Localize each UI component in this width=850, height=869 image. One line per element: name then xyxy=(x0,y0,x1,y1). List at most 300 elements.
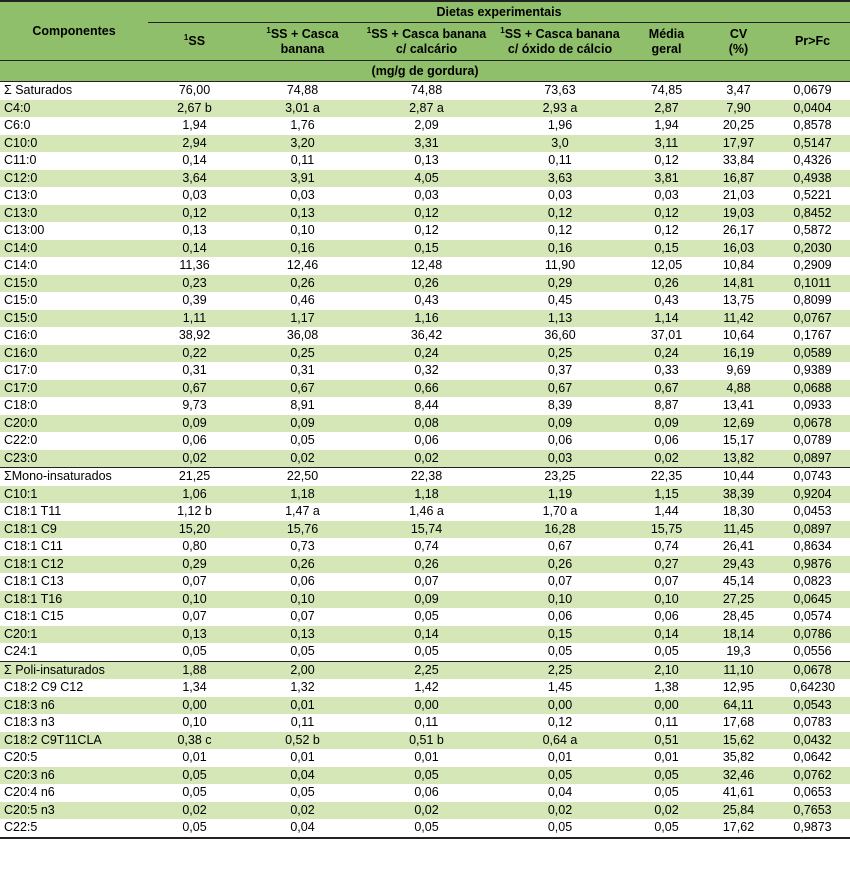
component-name-cell: C17:0 xyxy=(0,362,148,380)
value-cell: 0,06 xyxy=(631,432,702,450)
value-cell: 1,12 b xyxy=(148,503,241,521)
value-cell: 0,03 xyxy=(148,187,241,205)
value-cell: 0,09 xyxy=(148,415,241,433)
value-cell: 15,62 xyxy=(702,732,775,750)
value-cell: 0,05 xyxy=(364,767,489,785)
component-name-cell: C15:0 xyxy=(0,275,148,293)
component-name-cell: C16:0 xyxy=(0,327,148,345)
component-name-cell: C4:0 xyxy=(0,100,148,118)
value-cell: 0,29 xyxy=(489,275,631,293)
table-row xyxy=(0,556,850,574)
value-cell: 0,0762 xyxy=(775,767,850,785)
header-col-ss: $^1$SS xyxy=(148,23,241,61)
value-cell: 25,84 xyxy=(702,802,775,820)
value-cell: 0,10 xyxy=(148,591,241,609)
value-cell: 0,02 xyxy=(241,802,364,820)
value-cell: 0,01 xyxy=(364,749,489,767)
value-cell: 0,0679 xyxy=(775,82,850,100)
value-cell: 45,14 xyxy=(702,573,775,591)
component-name-cell: C14:0 xyxy=(0,240,148,258)
value-cell: 0,0543 xyxy=(775,697,850,715)
value-cell: 73,63 xyxy=(489,82,631,100)
value-cell: 0,08 xyxy=(364,415,489,433)
value-cell: 0,27 xyxy=(631,556,702,574)
value-cell: 0,00 xyxy=(631,697,702,715)
table-row xyxy=(0,240,850,258)
value-cell: 0,03 xyxy=(364,187,489,205)
value-cell: 0,09 xyxy=(364,591,489,609)
value-cell: 0,9204 xyxy=(775,486,850,504)
value-cell: 29,43 xyxy=(702,556,775,574)
table-row xyxy=(0,521,850,539)
value-cell: 0,02 xyxy=(148,802,241,820)
value-cell: 0,01 xyxy=(241,697,364,715)
value-cell: 0,05 xyxy=(489,819,631,838)
table-row xyxy=(0,661,850,679)
value-cell: 0,0688 xyxy=(775,380,850,398)
value-cell: 0,4938 xyxy=(775,170,850,188)
value-cell: 26,17 xyxy=(702,222,775,240)
value-cell: 0,1767 xyxy=(775,327,850,345)
value-cell: 1,47 a xyxy=(241,503,364,521)
value-cell: 0,09 xyxy=(241,415,364,433)
value-cell: 4,05 xyxy=(364,170,489,188)
component-name-cell: C18:2 C9 C12 xyxy=(0,679,148,697)
value-cell: 74,88 xyxy=(241,82,364,100)
value-cell: 76,00 xyxy=(148,82,241,100)
table-row xyxy=(0,415,850,433)
value-cell: 0,06 xyxy=(364,432,489,450)
value-cell: 38,39 xyxy=(702,486,775,504)
value-cell: 1,11 xyxy=(148,310,241,328)
value-cell: 12,69 xyxy=(702,415,775,433)
table-row xyxy=(0,749,850,767)
value-cell: 20,25 xyxy=(702,117,775,135)
value-cell: 0,38 c xyxy=(148,732,241,750)
value-cell: 0,46 xyxy=(241,292,364,310)
component-name-cell: C18:1 T16 xyxy=(0,591,148,609)
value-cell: 0,01 xyxy=(489,749,631,767)
value-cell: 17,97 xyxy=(702,135,775,153)
value-cell: 0,0653 xyxy=(775,784,850,802)
header-units: (mg/g de gordura) xyxy=(0,61,850,82)
value-cell: 3,0 xyxy=(489,135,631,153)
component-name-cell: C10:0 xyxy=(0,135,148,153)
value-cell: 0,64230 xyxy=(775,679,850,697)
value-cell: 1,32 xyxy=(241,679,364,697)
value-cell: 0,05 xyxy=(489,767,631,785)
table-row xyxy=(0,503,850,521)
value-cell: 1,38 xyxy=(631,679,702,697)
value-cell: 0,26 xyxy=(364,275,489,293)
value-cell: 0,0789 xyxy=(775,432,850,450)
value-cell: 0,02 xyxy=(364,802,489,820)
table-row xyxy=(0,573,850,591)
value-cell: 0,05 xyxy=(631,784,702,802)
value-cell: 0,0556 xyxy=(775,643,850,661)
value-cell: 41,61 xyxy=(702,784,775,802)
value-cell: 0,02 xyxy=(241,450,364,468)
value-cell: 2,67 b xyxy=(148,100,241,118)
value-cell: 0,05 xyxy=(364,819,489,838)
table-row xyxy=(0,697,850,715)
table-row xyxy=(0,82,850,100)
value-cell: 0,04 xyxy=(241,819,364,838)
value-cell: 0,67 xyxy=(631,380,702,398)
value-cell: 1,44 xyxy=(631,503,702,521)
component-name-cell: C13:0 xyxy=(0,187,148,205)
value-cell: 0,0432 xyxy=(775,732,850,750)
value-cell: 19,3 xyxy=(702,643,775,661)
table-header xyxy=(0,1,850,82)
value-cell: 0,73 xyxy=(241,538,364,556)
value-cell: 0,16 xyxy=(241,240,364,258)
value-cell: 0,12 xyxy=(631,152,702,170)
value-cell: 0,13 xyxy=(241,205,364,223)
value-cell: 0,2909 xyxy=(775,257,850,275)
value-cell: 3,64 xyxy=(148,170,241,188)
value-cell: 0,05 xyxy=(489,643,631,661)
value-cell: 0,06 xyxy=(148,432,241,450)
table-row xyxy=(0,819,850,838)
component-name-cell: Σ Poli-insaturados xyxy=(0,661,148,679)
component-name-cell: C20:5 n3 xyxy=(0,802,148,820)
value-cell: 0,8452 xyxy=(775,205,850,223)
value-cell: 0,16 xyxy=(489,240,631,258)
component-name-cell: C24:1 xyxy=(0,643,148,661)
value-cell: 1,88 xyxy=(148,661,241,679)
table-row xyxy=(0,468,850,486)
value-cell: 2,00 xyxy=(241,661,364,679)
value-cell: 0,01 xyxy=(631,749,702,767)
value-cell: 0,9876 xyxy=(775,556,850,574)
value-cell: 0,26 xyxy=(241,275,364,293)
value-cell: 0,0823 xyxy=(775,573,850,591)
value-cell: 35,82 xyxy=(702,749,775,767)
value-cell: 0,67 xyxy=(489,380,631,398)
value-cell: 0,12 xyxy=(489,714,631,732)
component-name-cell: C16:0 xyxy=(0,345,148,363)
component-name-cell: C14:0 xyxy=(0,257,148,275)
value-cell: 0,2030 xyxy=(775,240,850,258)
component-name-cell: C20:1 xyxy=(0,626,148,644)
value-cell: 3,20 xyxy=(241,135,364,153)
value-cell: 8,44 xyxy=(364,397,489,415)
value-cell: 0,45 xyxy=(489,292,631,310)
value-cell: 1,18 xyxy=(364,486,489,504)
value-cell: 36,42 xyxy=(364,327,489,345)
table-row xyxy=(0,679,850,697)
header-col-cv: CV (%) xyxy=(702,23,775,61)
component-name-cell: C17:0 xyxy=(0,380,148,398)
value-cell: 0,12 xyxy=(631,205,702,223)
value-cell: 74,88 xyxy=(364,82,489,100)
table-row xyxy=(0,152,850,170)
value-cell: 1,15 xyxy=(631,486,702,504)
component-name-cell: C12:0 xyxy=(0,170,148,188)
value-cell: 0,4326 xyxy=(775,152,850,170)
value-cell: 64,11 xyxy=(702,697,775,715)
table-row xyxy=(0,327,850,345)
component-name-cell: C22:0 xyxy=(0,432,148,450)
value-cell: 0,06 xyxy=(364,784,489,802)
value-cell: 0,00 xyxy=(364,697,489,715)
value-cell: 0,09 xyxy=(489,415,631,433)
value-cell: 8,91 xyxy=(241,397,364,415)
value-cell: 0,23 xyxy=(148,275,241,293)
header-components: Componentes xyxy=(0,1,148,61)
value-cell: 32,46 xyxy=(702,767,775,785)
value-cell: 0,25 xyxy=(241,345,364,363)
value-cell: 17,68 xyxy=(702,714,775,732)
value-cell: 0,0574 xyxy=(775,608,850,626)
component-name-cell: C15:0 xyxy=(0,292,148,310)
component-name-cell: ΣMono-insaturados xyxy=(0,468,148,486)
value-cell: 0,5147 xyxy=(775,135,850,153)
value-cell: 3,81 xyxy=(631,170,702,188)
value-cell: 0,43 xyxy=(364,292,489,310)
value-cell: 0,26 xyxy=(489,556,631,574)
table-row xyxy=(0,205,850,223)
value-cell: 0,5872 xyxy=(775,222,850,240)
table-row xyxy=(0,275,850,293)
value-cell: 0,14 xyxy=(364,626,489,644)
value-cell: 0,0589 xyxy=(775,345,850,363)
value-cell: 23,25 xyxy=(489,468,631,486)
value-cell: 12,95 xyxy=(702,679,775,697)
table-row xyxy=(0,486,850,504)
table-row xyxy=(0,100,850,118)
value-cell: 22,50 xyxy=(241,468,364,486)
value-cell: 0,0897 xyxy=(775,450,850,468)
value-cell: 1,76 xyxy=(241,117,364,135)
value-cell: 0,04 xyxy=(241,767,364,785)
value-cell: 12,05 xyxy=(631,257,702,275)
value-cell: 0,51 xyxy=(631,732,702,750)
value-cell: 15,17 xyxy=(702,432,775,450)
value-cell: 0,67 xyxy=(489,538,631,556)
value-cell: 0,11 xyxy=(489,152,631,170)
value-cell: 0,11 xyxy=(364,714,489,732)
value-cell: 3,63 xyxy=(489,170,631,188)
value-cell: 0,05 xyxy=(241,432,364,450)
table-row xyxy=(0,643,850,661)
value-cell: 0,51 b xyxy=(364,732,489,750)
value-cell: 15,76 xyxy=(241,521,364,539)
header-col-media: Média geral xyxy=(631,23,702,61)
header-col-prfc: Pr>Fc xyxy=(775,23,850,61)
value-cell: 18,30 xyxy=(702,503,775,521)
value-cell: 0,10 xyxy=(241,222,364,240)
value-cell: 2,25 xyxy=(489,661,631,679)
value-cell: 0,0767 xyxy=(775,310,850,328)
value-cell: 1,13 xyxy=(489,310,631,328)
value-cell: 2,87 a xyxy=(364,100,489,118)
value-cell: 0,32 xyxy=(364,362,489,380)
table-row xyxy=(0,732,850,750)
value-cell: 15,75 xyxy=(631,521,702,539)
table-row xyxy=(0,187,850,205)
value-cell: 0,0645 xyxy=(775,591,850,609)
value-cell: 1,19 xyxy=(489,486,631,504)
header-col-ss-casca-calcario: $^1$SS + Casca banana c/ calcário xyxy=(364,23,489,61)
value-cell: 0,80 xyxy=(148,538,241,556)
value-cell: 74,85 xyxy=(631,82,702,100)
value-cell: 0,03 xyxy=(489,187,631,205)
value-cell: 0,03 xyxy=(489,450,631,468)
value-cell: 13,75 xyxy=(702,292,775,310)
value-cell: 1,17 xyxy=(241,310,364,328)
value-cell: 9,73 xyxy=(148,397,241,415)
value-cell: 0,0743 xyxy=(775,468,850,486)
value-cell: 16,28 xyxy=(489,521,631,539)
value-cell: 0,14 xyxy=(631,626,702,644)
value-cell: 27,25 xyxy=(702,591,775,609)
component-name-cell: Σ Saturados xyxy=(0,82,148,100)
value-cell: 0,11 xyxy=(631,714,702,732)
value-cell: 1,18 xyxy=(241,486,364,504)
value-cell: 0,12 xyxy=(631,222,702,240)
value-cell: 0,03 xyxy=(241,187,364,205)
value-cell: 0,09 xyxy=(631,415,702,433)
value-cell: 0,05 xyxy=(241,784,364,802)
value-cell: 3,91 xyxy=(241,170,364,188)
value-cell: 11,10 xyxy=(702,661,775,679)
table-row xyxy=(0,170,850,188)
value-cell: 0,07 xyxy=(241,608,364,626)
value-cell: 8,39 xyxy=(489,397,631,415)
value-cell: 0,15 xyxy=(489,626,631,644)
table-row xyxy=(0,362,850,380)
value-cell: 0,11 xyxy=(241,152,364,170)
value-cell: 11,45 xyxy=(702,521,775,539)
table-row xyxy=(0,591,850,609)
value-cell: 0,05 xyxy=(631,767,702,785)
value-cell: 0,07 xyxy=(631,573,702,591)
value-cell: 0,10 xyxy=(241,591,364,609)
value-cell: 0,05 xyxy=(148,819,241,838)
header-col-ss-casca: $^1$SS + Casca banana xyxy=(241,23,364,61)
value-cell: 3,31 xyxy=(364,135,489,153)
component-name-cell: C18:2 C9T11CLA xyxy=(0,732,148,750)
table-row xyxy=(0,432,850,450)
value-cell: 2,94 xyxy=(148,135,241,153)
value-cell: 0,12 xyxy=(489,205,631,223)
value-cell: 0,24 xyxy=(631,345,702,363)
value-cell: 37,01 xyxy=(631,327,702,345)
value-cell: 0,8578 xyxy=(775,117,850,135)
value-cell: 0,15 xyxy=(631,240,702,258)
component-name-cell: C18:1 C9 xyxy=(0,521,148,539)
value-cell: 0,07 xyxy=(364,573,489,591)
value-cell: 0,12 xyxy=(364,222,489,240)
table-row xyxy=(0,222,850,240)
value-cell: 16,03 xyxy=(702,240,775,258)
value-cell: 21,03 xyxy=(702,187,775,205)
component-name-cell: C23:0 xyxy=(0,450,148,468)
value-cell: 0,7653 xyxy=(775,802,850,820)
value-cell: 33,84 xyxy=(702,152,775,170)
value-cell: 0,74 xyxy=(631,538,702,556)
component-name-cell: C18:1 T11 xyxy=(0,503,148,521)
value-cell: 0,26 xyxy=(364,556,489,574)
table-row xyxy=(0,450,850,468)
value-cell: 0,06 xyxy=(241,573,364,591)
component-name-cell: C20:0 xyxy=(0,415,148,433)
component-name-cell: C20:5 xyxy=(0,749,148,767)
value-cell: 0,12 xyxy=(364,205,489,223)
value-cell: 12,46 xyxy=(241,257,364,275)
value-cell: 0,39 xyxy=(148,292,241,310)
value-cell: 12,48 xyxy=(364,257,489,275)
value-cell: 0,05 xyxy=(631,643,702,661)
value-cell: 0,06 xyxy=(631,608,702,626)
component-name-cell: C18:3 n6 xyxy=(0,697,148,715)
value-cell: 0,8634 xyxy=(775,538,850,556)
value-cell: 0,07 xyxy=(489,573,631,591)
component-name-cell: C6:0 xyxy=(0,117,148,135)
value-cell: 0,05 xyxy=(364,608,489,626)
value-cell: 4,88 xyxy=(702,380,775,398)
table-row xyxy=(0,117,850,135)
component-name-cell: C13:00 xyxy=(0,222,148,240)
component-name-cell: C18:1 C11 xyxy=(0,538,148,556)
table-body xyxy=(0,82,850,838)
value-cell: 17,62 xyxy=(702,819,775,838)
value-cell: 0,04 xyxy=(489,784,631,802)
component-name-cell: C18:1 C15 xyxy=(0,608,148,626)
value-cell: 0,13 xyxy=(148,626,241,644)
value-cell: 0,10 xyxy=(148,714,241,732)
value-cell: 0,0642 xyxy=(775,749,850,767)
table-row xyxy=(0,135,850,153)
value-cell: 26,41 xyxy=(702,538,775,556)
value-cell: 28,45 xyxy=(702,608,775,626)
value-cell: 8,87 xyxy=(631,397,702,415)
value-cell: 0,74 xyxy=(364,538,489,556)
value-cell: 0,00 xyxy=(489,697,631,715)
value-cell: 36,60 xyxy=(489,327,631,345)
value-cell: 0,07 xyxy=(148,608,241,626)
value-cell: 13,41 xyxy=(702,397,775,415)
value-cell: 0,25 xyxy=(489,345,631,363)
component-name-cell: C20:4 n6 xyxy=(0,784,148,802)
value-cell: 10,64 xyxy=(702,327,775,345)
value-cell: 11,90 xyxy=(489,257,631,275)
value-cell: 0,26 xyxy=(241,556,364,574)
value-cell: 21,25 xyxy=(148,468,241,486)
component-name-cell: C18:1 C12 xyxy=(0,556,148,574)
value-cell: 2,09 xyxy=(364,117,489,135)
value-cell: 1,94 xyxy=(148,117,241,135)
table-row xyxy=(0,626,850,644)
value-cell: 0,15 xyxy=(364,240,489,258)
value-cell: 0,07 xyxy=(148,573,241,591)
component-name-cell: C18:1 C13 xyxy=(0,573,148,591)
value-cell: 0,0783 xyxy=(775,714,850,732)
value-cell: 22,35 xyxy=(631,468,702,486)
header-col-ss-casca-oxido: $^1$SS + Casca banana c/ óxido de cálcio xyxy=(489,23,631,61)
value-cell: 0,02 xyxy=(364,450,489,468)
value-cell: 1,96 xyxy=(489,117,631,135)
value-cell: 0,13 xyxy=(364,152,489,170)
value-cell: 0,31 xyxy=(148,362,241,380)
value-cell: 0,05 xyxy=(148,784,241,802)
value-cell: 2,87 xyxy=(631,100,702,118)
value-cell: 1,42 xyxy=(364,679,489,697)
value-cell: 0,03 xyxy=(631,187,702,205)
value-cell: 0,05 xyxy=(364,643,489,661)
